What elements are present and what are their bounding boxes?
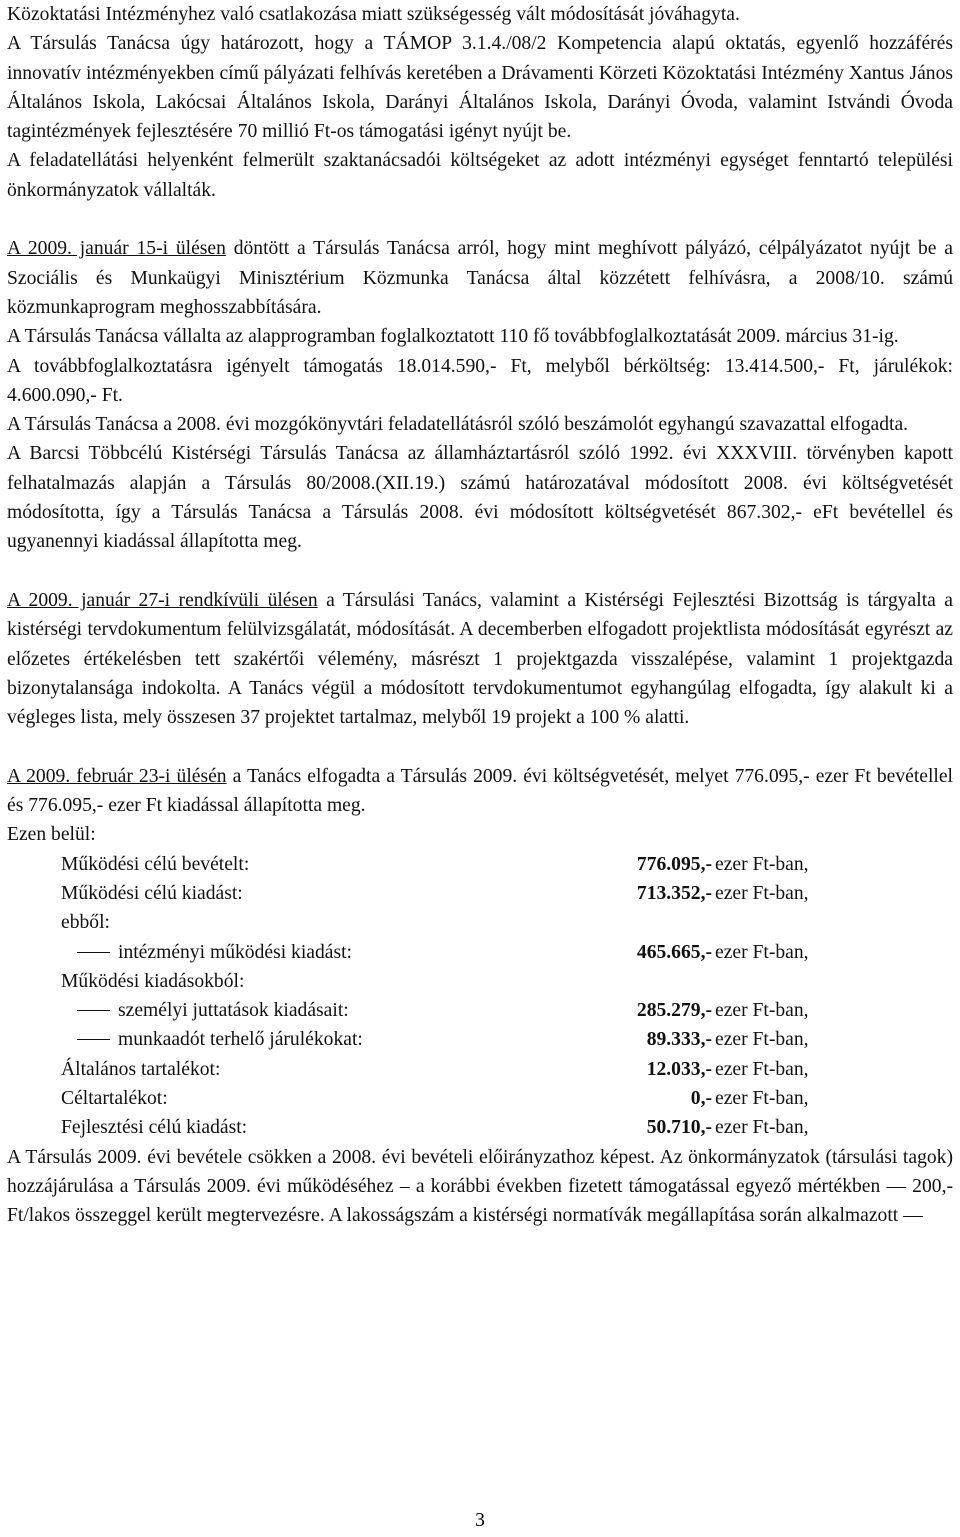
budget-label: intézményi működési kiadást:: [118, 941, 352, 963]
paragraph-jan27: [7, 586, 953, 732]
paragraph-tamop: A Társulás Tanácsa úgy határozott, hogy a TÁMOP 3.1.4./08/2 Kompetencia alapú oktatás, egyenlő hozzáférés innovatív intézményekben című pályázati felhívás keretében a Drávamenti Körzeti Közoktatási Intézmény Xantus János Általános Iskola, Lakócsai Általános Iskola, Darányi Általános Iskola, Darányi Óvoda, valamint Istvándi Óvoda tagintézmények fejlesztésére 70 millió Ft-os támogatási igényt nyújt be.: [7, 33, 953, 143]
page-number: 3: [475, 1510, 485, 1531]
paragraph-szaktanacsadas: A feladatellátási helyenként felmerült szaktanácsadói költségeket az adott intézményi egységet fenntartó települési önkormányzatok vállalták.: [7, 150, 953, 201]
budget-unit: ezer Ft-ban,: [715, 1000, 809, 1022]
paragraph-bevetel-2009: A Társulás 2009. évi bevétele csökken a 2008. évi bevételi előirányzathoz képest. Az önkormányzatok (társulási tagok) hozzájárulása a Társulás 2009. évi működéséhez – a korábbi években fizetett támogatással egyező mértékben — 200,- Ft/lakos összeggel került megtervezésre. A lakosságszám a kistérségi normatívák megállapítása során alkalmazott —: [7, 1146, 953, 1227]
paragraph-text: a Társulási Tanács, valamint a Kistérségi Fejlesztési Bizottság is tárgyalta a kistérségi tervdokumentum felülvizsgálatát, módosítását. A decemberben elfogadott projektlista módosítását egyrészt az előzetes értékelésben tett szakértői vélemény, másrészt 1 projektgazda visszalépése, valamint 1 projektgazda bizonytalansága indokolta. A Tanács végül a módosított tervdokumentumot egyhangúlag elfogadta, így alakult ki a végleges lista, mely összesen 37 projektet tartalmaz, melyből 19 projekt a 100 % alatti.: [7, 589, 953, 729]
budget-label: Működési célú bevételt:: [61, 853, 250, 875]
budget-amount: 0,-: [690, 1087, 712, 1109]
spacer: [7, 557, 953, 586]
budget-amount: 465.665,-: [636, 941, 712, 963]
budget-row: [7, 1055, 953, 1084]
dash-bullet: [77, 1010, 110, 1011]
paragraph-jan15: [7, 234, 953, 322]
dash-bullet: [77, 1039, 110, 1040]
budget-amount: 285.279,-: [636, 1000, 712, 1022]
budget-row: [7, 1113, 953, 1142]
budget-amount: 89.333,-: [646, 1029, 712, 1051]
budget-label: munkaadót terhelő járulékokat:: [118, 1029, 363, 1051]
budget-amount: 12.033,-: [646, 1058, 712, 1080]
budget-unit: ezer Ft-ban,: [715, 941, 809, 963]
paragraph-koltsegvetes-2008: A Barcsi Többcélú Kistérségi Társulás Tanácsa az államháztartásról szóló 1992. évi XXXVIII. törvényben kapott felhatalmazás alapján a Társulás 80/2008.(XII.19.) számú határozatával módosított 2008. évi költségvetését módosította, így a Társulás Tanácsa a Társulás 2008. évi módosított költségvetését 867.302,- eFt bevétellel és ugyanennyi kiadással állapította meg.: [7, 443, 953, 553]
budget-label: ebből:: [61, 912, 110, 934]
spacer: [7, 732, 953, 761]
budget-table: [7, 850, 953, 1143]
paragraph-feb23: [7, 762, 953, 821]
budget-row: [7, 850, 953, 879]
paragraph-text: a Tanács elfogadta a Társulás 2009. évi költségvetését, melyet 776.095,- ezer Ft bevétellel és 776.095,- ezer Ft kiadással állapította meg.: [7, 765, 953, 817]
budget-row: [7, 879, 953, 908]
budget-row: [7, 1084, 953, 1113]
budget-label: Céltartalékot:: [61, 1087, 168, 1109]
budget-unit: ezer Ft-ban,: [715, 853, 809, 875]
budget-unit: ezer Ft-ban,: [715, 1087, 809, 1109]
paragraph-1: Közoktatási Intézményhez való csatlakozása miatt szükségesség vált módosítását jóváhagyta.: [7, 4, 740, 25]
budget-row: [7, 938, 953, 967]
budget-label: személyi juttatások kiadásait:: [118, 1000, 349, 1022]
dash-bullet: [77, 952, 110, 953]
budget-unit: ezer Ft-ban,: [715, 1029, 809, 1051]
paragraph-ezen-belul: Ezen belül:: [7, 824, 96, 846]
spacer: [7, 205, 953, 234]
budget-label: Működési célú kiadást:: [61, 882, 243, 904]
paragraph-text: döntött a Társulás Tanácsa arról, hogy mint meghívott pályázó, célpályázatot nyújt be a Szociális és Munkaügyi Minisztérium Közmunka Tanácsa által közzétett felhívásra, a 2008/10. számú közmunkaprogram meghosszabbítására.: [7, 238, 953, 318]
budget-amount: 776.095,-: [636, 853, 712, 875]
budget-row: [7, 967, 953, 996]
budget-row: [7, 908, 953, 937]
meeting-date: A 2009. január 27-i rendkívüli ülésen: [7, 589, 318, 611]
budget-label: Fejlesztési célú kiadást:: [61, 1117, 248, 1139]
meeting-date: A 2009. február 23-i ülésén: [7, 765, 227, 787]
budget-label: Általános tartalékot:: [61, 1058, 221, 1080]
paragraph-tovabbfoglalkoztatas: A Társulás Tanácsa vállalta az alapprogramban foglalkoztatott 110 fő továbbfoglalkoztatását 2009. március 31-ig.: [7, 326, 899, 348]
budget-unit: ezer Ft-ban,: [715, 1058, 809, 1080]
budget-unit: ezer Ft-ban,: [715, 882, 809, 904]
paragraph-tamogatas: A továbbfoglalkoztatásra igényelt támogatás 18.014.590,- Ft, melyből bérköltség: 13.414.500,- Ft, járulékok: 4.600.090,- Ft.: [7, 355, 953, 406]
budget-label: Működési kiadásokból:: [61, 970, 245, 992]
budget-amount: 713.352,-: [636, 882, 712, 904]
meeting-date: A 2009. január 15-i ülésen: [7, 238, 226, 260]
budget-row: [7, 1025, 953, 1054]
budget-amount: 50.710,-: [646, 1117, 712, 1139]
budget-row: [7, 996, 953, 1025]
budget-unit: ezer Ft-ban,: [715, 1117, 809, 1139]
document-page: [7, 0, 953, 1230]
paragraph-mozgokonyvtar: A Társulás Tanácsa a 2008. évi mozgókönyvtári feladatellátásról szóló beszámolót egyhangú szavazattal elfogadta.: [7, 414, 909, 436]
